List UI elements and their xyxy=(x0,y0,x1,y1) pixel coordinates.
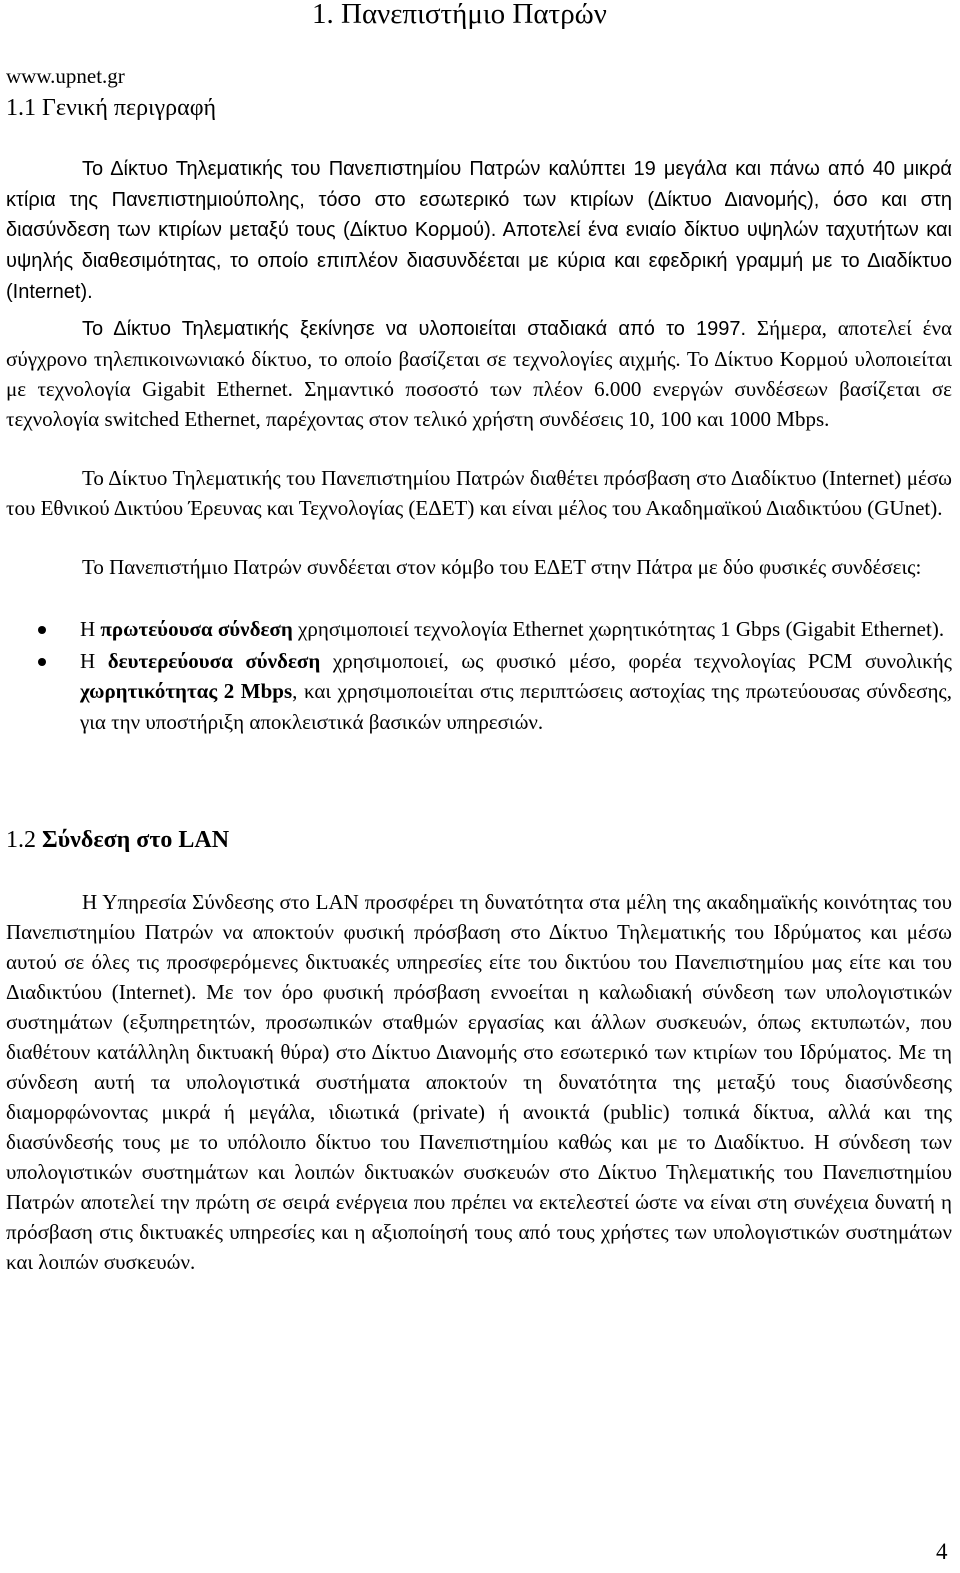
bullet-prefix: Η xyxy=(80,648,108,673)
section-heading-text: Σύνδεση στο LAN xyxy=(36,827,230,853)
paragraph-network-overview: Το Δίκτυο Τηλεματικής του Πανεπιστημίου Πατρών καλύπτει 19 μεγάλα και πάνω από 40 μικρά κτίρια της Πανεπιστημιούπολης, τόσο στο εσωτερικό των κτιρίων (Δίκτυο Διανομής), όσο και στη διασύνδεση των κτιρίων μεταξύ τους (Δίκτυο Κορμού). Αποτελεί ένα ενιαίο δίκτυο υψηλών ταχυτήτων και υψηλής διαθεσιμότητας, το οποίο επιπλέον διασυνδέεται με κύρια και εφεδρική γραμμή με το Διαδίκτυο (Internet). xyxy=(6,158,952,303)
paragraph-physical-connections: Το Πανεπιστήμιο Πατρών συνδέεται στον κόμβο του ΕΔΕΤ στην Πάτρα με δύο φυσικές συνδέσεις: xyxy=(82,555,922,579)
paragraph-lan-service: Η Υπηρεσία Σύνδεσης στο LAN προσφέρει τη δυνατότητα στα μέλη της ακαδημαϊκής κοινότητας του Πανεπιστημίου Πατρών να αποκτούν φυσική πρόσβαση στο Δίκτυο Τηλεματικής του Ιδρύματος και μέσω αυτού σε όλες τις προσφερόμενες δικτυακές υπηρεσίες είτε του δικτύου του Πανεπιστημίου μας είτε και του Διαδικτύου (Internet). Με τον όρο φυσική πρόσβαση εννοείται η καλωδιακή σύνδεση των υπολογιστικών συστημάτων (εξυπηρετητών, προσωπικών σταθμών εργασίας και άλλων συσκευών, όπως εκτυπωτών, που διαθέτουν κατάλληλη δικτυακή θύρα) στο Δίκτυο Διανομής στο εσωτερικό των κτιρίων του Ιδρύματος. Με τη σύνδεση αυτή τα υπολογιστικά συστήματα αποκτούν τη δυνατότητα της μεταξύ τους διασύνδεσης διαμορφώνοντας μικρά ή μεγάλα, ιδιωτικά (private) ή ανοικτά (public) τοπικά δίκτυα, αλλά και της διασύνδεσής τους με το υπόλοιπο δίκτυο του Πανεπιστημίου καθώς και με το Διαδίκτυο. Η σύνδεση των υπολογιστικών συστημάτων και λοιπών δικτυακών συσκευών στο Δίκτυο Τηλεματικής του Πανεπιστημίου Πατρών αποτελεί την πρώτη σε σειρά ενέργεια που πρέπει να εκτελεστεί ώστε να είναι στη συνέχεια δυνατή η πρόσβαση στις δικτυακές υπηρεσίες και η αξιοποίησή τους από τους χρήστες των υπολογιστικών συστημάτων και λοιπών συσκευών. xyxy=(6,890,952,1274)
page-number: 4 xyxy=(936,1539,948,1564)
section-heading-lan-connection xyxy=(6,824,229,856)
website-url[interactable]: www.upnet.gr xyxy=(6,64,125,88)
bullet-bold-term: δευτερεύουσα σύνδεση xyxy=(107,648,321,673)
bullet-bold-capacity: χωρητικότητας 2 Mbps xyxy=(80,679,293,703)
bullet-icon xyxy=(38,658,46,666)
bullet-text: χρησιμοποιεί τεχνολογία Ethernet χωρητικότητας 1 Gbps (Gigabit Ethernet). xyxy=(292,617,945,641)
bullet-prefix: Η xyxy=(80,617,101,641)
paragraph-network-history-sans: Το Δίκτυο Τηλεματικής ξεκίνησε να υλοποιείται σταδιακά από το 1997. xyxy=(82,318,747,340)
list-item-secondary-connection xyxy=(38,646,952,738)
page-title: 1. Πανεπιστήμιο Πατρών xyxy=(312,0,607,30)
paragraph-internet-access: Το Δίκτυο Τηλεματικής του Πανεπιστημίου Πατρών διαθέτει πρόσβαση στο Διαδίκτυο (Internet) μέσω του Εθνικού Δικτύου Έρευνας και Τεχνολογίας (ΕΔΕΤ) και είναι μέλος του Ακαδημαϊκού Διαδικτύου (GUnet). xyxy=(6,466,952,520)
list-item-primary-connection xyxy=(38,614,952,645)
bullet-bold-term: πρωτεύουσα σύνδεση xyxy=(100,617,293,641)
bullet-text-end: , και χρησιμοποιείται στις περιπτώσεις αστοχίας της πρωτεύουσας σύνδεσης, για την υποστήριξη αποκλειστικά βασικών υπηρεσιών. xyxy=(80,679,953,734)
bullet-text: χρησιμοποιεί, ως φυσικό μέσο, φορέα τεχνολογίας PCM συνολικής xyxy=(320,648,952,673)
section-heading-number: 1.2 xyxy=(6,827,36,853)
paragraph-network-history xyxy=(6,313,952,434)
bullet-icon xyxy=(38,626,46,634)
connections-list xyxy=(38,614,952,737)
paragraph-network-history-serif: Σήμερα, αποτελεί ένα σύγχρονο τηλεπικοινωνιακό δίκτυο, το οποίο βασίζεται σε τεχνολογίες αιχμής. Το Δίκτυο Κορμού υλοποιείται με τεχνολογία Gigabit Ethernet. Σημαντικό ποσοστό των πλέον 6.000 ενεργών συνδέσεων βασίζεται σε τεχνολογία switched Ethernet, παρέχοντας στον τελικό χρήστη συνδέσεις 10, 100 και 1000 Mbps. xyxy=(6,316,952,431)
section-heading-general-description: 1.1 Γενική περιγραφή xyxy=(6,95,217,121)
